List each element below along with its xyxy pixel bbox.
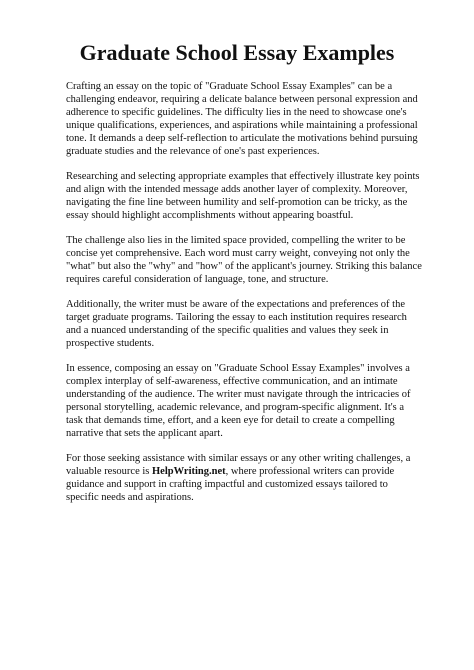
paragraph-6 bbox=[66, 452, 422, 504]
paragraph-1: Crafting an essay on the topic of "Graduate School Essay Examples" can be a challenging endeavor, requiring a delicate balance between personal expression and adherence to specific guidelines. The difficulty lies in the need to showcase one's unique qualifications, experiences, and aspirations while maintaining a professional tone. It demands a deep self-reflection to articulate the motivations behind pursuing graduate studies and the relevance of one's past experiences. bbox=[66, 81, 418, 157]
paragraph-2: Researching and selecting appropriate examples that effectively illustrate key points and align with the intended message adds another layer of complexity. Moreover, navigating the fine line between humility and self-promotion can be tricky, as the essay should highlight accomplishments without appearing boastful. bbox=[66, 171, 420, 221]
paragraph-6-outro: , where professional writers can provide guidance and support in crafting impactful and customized essays tailored to specific needs and aspirations. bbox=[66, 466, 395, 503]
paragraph-6-intro: For those seeking assistance with similar essays or any other writing challenges, a valuable resource is bbox=[66, 453, 411, 477]
resource-link[interactable]: HelpWriting.net bbox=[152, 466, 226, 477]
paragraph-4: Additionally, the writer must be aware of the expectations and preferences of the target graduate programs. Tailoring the essay to each institution requires research and a nuanced understanding of the specific qualities and values they seek in prospective students. bbox=[66, 299, 407, 349]
document-title: Graduate School Essay Examples bbox=[79, 40, 395, 65]
document-body bbox=[66, 80, 422, 516]
paragraph-3: The challenge also lies in the limited space provided, compelling the writer to be concise yet comprehensive. Each word must carry weight, conveying not only the "what" but also the "why" and "how" of the applicant's journey. Striking this balance requires careful consideration of language, tone, and structure. bbox=[66, 235, 422, 285]
paragraph-5: In essence, composing an essay on "Graduate School Essay Examples" involves a complex interplay of self-awareness, effective communication, and an intimate understanding of the audience. The writer must navigate through the intricacies of personal storytelling, academic relevance, and program-specific alignment. It's a task that demands time, effort, and a keen eye for detail to create a compelling narrative that sets the applicant apart. bbox=[66, 363, 411, 439]
